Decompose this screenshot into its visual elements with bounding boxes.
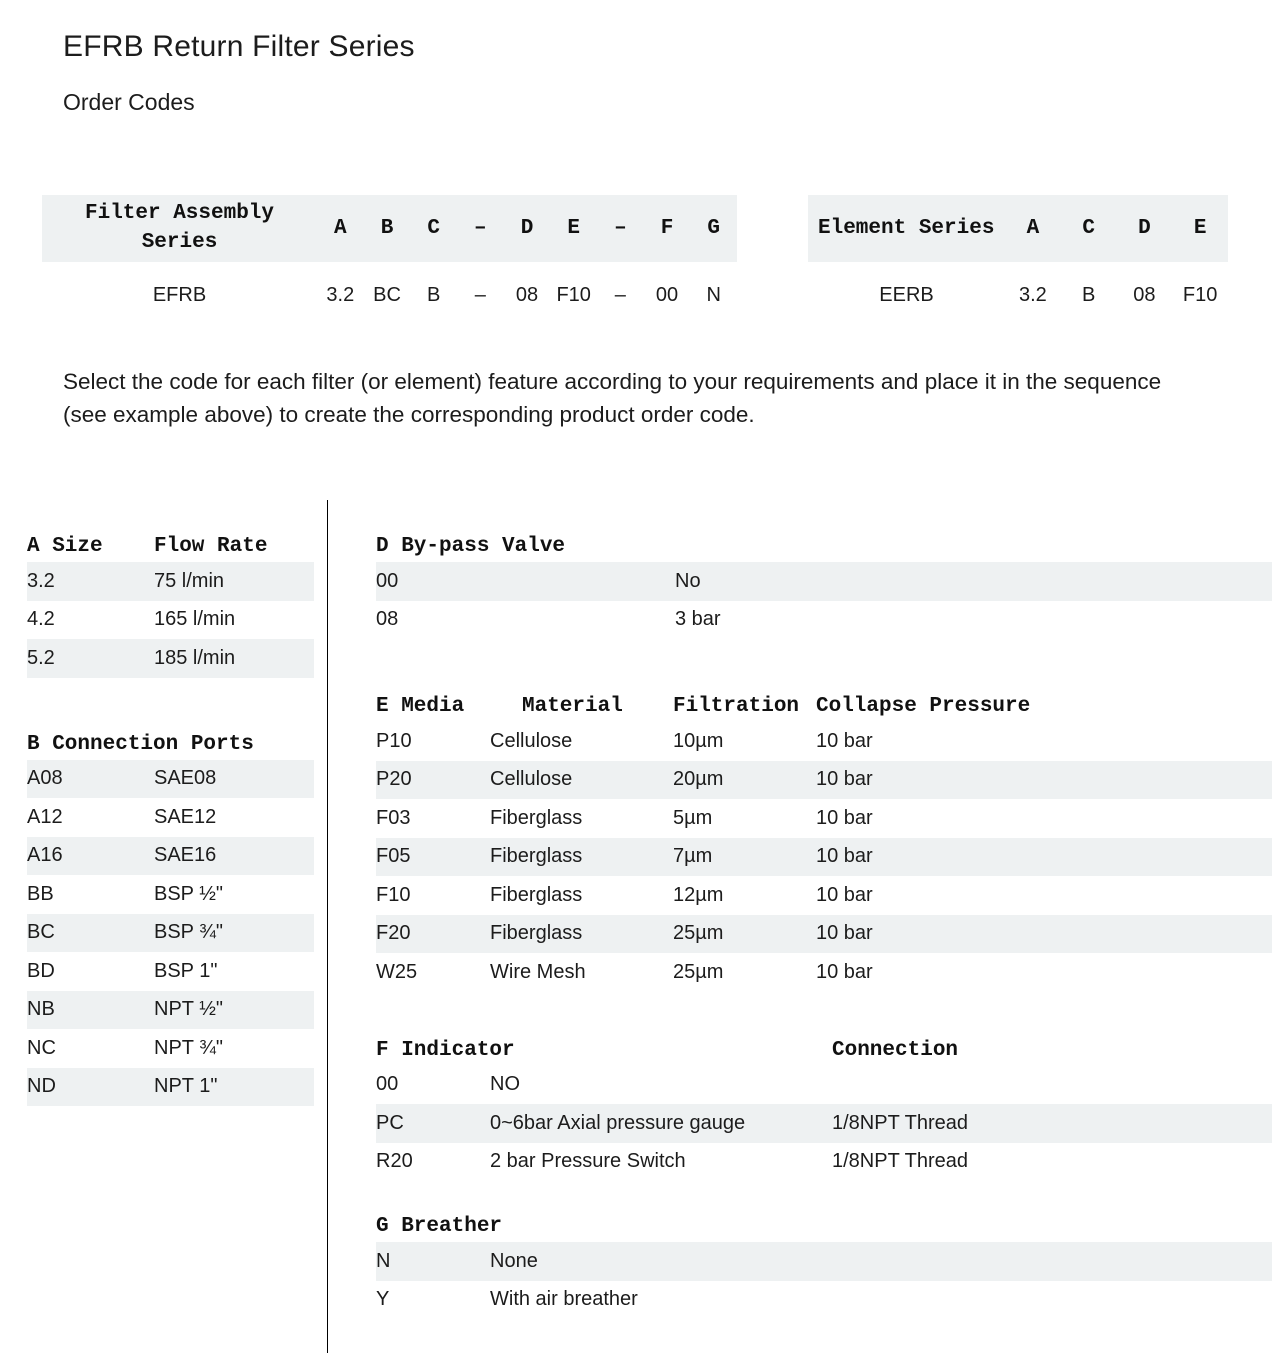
example-value: N (706, 283, 721, 306)
media-material: Fiberglass (490, 922, 583, 945)
element-header-label: Element Series (818, 217, 995, 240)
media-code: W25 (376, 960, 418, 983)
indicator-connection: 1/8NPT Thread (832, 1150, 969, 1173)
example-value: 00 (655, 283, 679, 306)
media-filtration: 25µm (673, 922, 724, 945)
size-section-header (27, 531, 314, 562)
media-section-header (376, 691, 1272, 722)
port-code: A08 (27, 767, 63, 790)
example-value: 3.2 (326, 283, 355, 306)
bypass-row (376, 562, 1272, 601)
example-separator: – (474, 283, 486, 306)
media-material: Fiberglass (490, 845, 583, 868)
breather-section-header: G Breather (376, 1215, 503, 1238)
size-code: 3.2 (27, 569, 55, 592)
media-row (376, 876, 1272, 915)
bypass-value: No (675, 569, 701, 592)
indicator-code: PC (376, 1111, 404, 1134)
port-code: A16 (27, 844, 63, 867)
size-row (27, 601, 314, 640)
media-collapse: 10 bar (816, 883, 873, 906)
port-code: NB (27, 998, 55, 1021)
bypass-code: 00 (376, 569, 399, 592)
bypass-section-header: D By-pass Valve (376, 535, 566, 558)
code-letter-f: F (660, 217, 674, 240)
breather-row (376, 1281, 1272, 1320)
port-value: SAE12 (154, 805, 217, 828)
port-value: SAE08 (154, 767, 217, 790)
media-code: F05 (376, 845, 411, 868)
flow-rate-value: 75 l/min (154, 569, 225, 592)
port-code: BC (27, 921, 55, 944)
indicator-row (376, 1104, 1272, 1143)
size-row (27, 639, 314, 678)
indicator-row (376, 1143, 1272, 1182)
port-row (27, 798, 314, 837)
port-value: BSP 1" (154, 959, 218, 982)
bypass-row (376, 601, 1272, 640)
media-material: Fiberglass (490, 806, 583, 829)
code-letter-b: B (380, 217, 394, 240)
media-collapse: 10 bar (816, 922, 873, 945)
left-column (27, 531, 314, 1106)
code-letter-g: G (707, 217, 721, 240)
port-value: SAE16 (154, 844, 217, 867)
assembly-table-header (42, 195, 737, 262)
breather-row (376, 1242, 1272, 1281)
port-code: BD (27, 959, 55, 982)
indicator-section-header (376, 1035, 1272, 1066)
media-row (376, 838, 1272, 877)
instruction-paragraph: Select the code for each filter (or element) feature according to your requirements and place it in the sequence (see example above) to create the corresponding product order code. (63, 369, 1162, 427)
flow-rate-header: Flow Rate (154, 535, 268, 558)
media-row (376, 953, 1272, 992)
port-row (27, 875, 314, 914)
port-row (27, 760, 314, 799)
port-row (27, 1068, 314, 1107)
port-row (27, 991, 314, 1030)
code-letter-a: A (334, 217, 347, 240)
flow-rate-value: 185 l/min (154, 646, 236, 669)
element-order-code-table (808, 195, 1228, 328)
port-value: NPT 1" (154, 1075, 218, 1098)
element-table-header (808, 195, 1228, 262)
example-value: F10 (1182, 283, 1218, 306)
port-value: BSP ¾" (154, 921, 223, 944)
example-value: 08 (515, 283, 539, 306)
size-row (27, 562, 314, 601)
code-letter-c: C (427, 217, 440, 240)
bypass-value: 3 bar (675, 608, 721, 631)
example-value: B (427, 283, 441, 306)
code-letter-c: C (1082, 217, 1095, 240)
indicator-code: R20 (376, 1150, 413, 1173)
element-series-name: EERB (879, 283, 934, 306)
filtration-header: Filtration (673, 695, 800, 718)
port-value: NPT ¾" (154, 1036, 223, 1059)
collapse-pressure-header: Collapse Pressure (816, 695, 1031, 718)
code-letter-d: D (520, 217, 534, 240)
media-code: F03 (376, 806, 411, 829)
breather-code: N (376, 1249, 391, 1272)
breather-value: With air breather (490, 1288, 638, 1311)
indicator-value: NO (490, 1073, 520, 1096)
code-separator: – (614, 217, 627, 240)
media-filtration: 10µm (673, 729, 724, 752)
material-header: Material (522, 695, 623, 718)
port-value: BSP ½" (154, 882, 223, 905)
port-value: NPT ½" (154, 998, 223, 1021)
right-column (376, 531, 1272, 1319)
media-collapse: 10 bar (816, 960, 873, 983)
media-row (376, 799, 1272, 838)
example-value: B (1081, 283, 1096, 306)
breather-value: None (490, 1249, 538, 1272)
size-code: 4.2 (27, 608, 55, 631)
media-filtration: 7µm (673, 845, 713, 868)
media-filtration: 20µm (673, 768, 724, 791)
media-filtration: 25µm (673, 960, 724, 983)
code-letter-a: A (1026, 217, 1040, 240)
page-title: EFRB Return Filter Series (63, 30, 415, 63)
media-code-header: E Media (376, 695, 465, 718)
media-filtration: 5µm (673, 806, 713, 829)
example-value: 08 (1133, 283, 1156, 306)
media-filtration: 12µm (673, 883, 724, 906)
assembly-series-name: EFRB (152, 283, 207, 306)
flow-rate-value: 165 l/min (154, 608, 236, 631)
example-value: 3.2 (1018, 283, 1047, 306)
code-letter-d: D (1138, 217, 1151, 240)
indicator-connection: 1/8NPT Thread (832, 1111, 969, 1134)
size-code: 5.2 (27, 646, 55, 669)
port-row (27, 952, 314, 991)
bypass-code: 08 (376, 608, 399, 631)
media-row (376, 761, 1272, 800)
media-collapse: 10 bar (816, 806, 873, 829)
media-material: Fiberglass (490, 883, 583, 906)
indicator-row (376, 1066, 1272, 1105)
code-letter-e: E (1193, 217, 1207, 240)
example-value: F10 (556, 283, 591, 306)
media-collapse: 10 bar (816, 768, 873, 791)
example-value: BC (373, 283, 401, 306)
media-material: Cellulose (490, 768, 573, 791)
assembly-order-code-table (42, 195, 737, 328)
media-material: Wire Mesh (490, 960, 586, 983)
port-code: A12 (27, 805, 63, 828)
code-separator: – (474, 217, 487, 240)
media-code: F10 (376, 883, 411, 906)
port-row (27, 1029, 314, 1068)
port-code: NC (27, 1036, 56, 1059)
assembly-example-row (42, 262, 737, 328)
element-example-row (808, 262, 1228, 328)
media-material: Cellulose (490, 729, 573, 752)
media-collapse: 10 bar (816, 845, 873, 868)
indicator-header: F Indicator (376, 1038, 515, 1062)
media-row (376, 915, 1272, 954)
page-subtitle: Order Codes (63, 89, 195, 115)
port-row (27, 837, 314, 876)
media-collapse: 10 bar (816, 729, 873, 752)
size-code-header: A Size (27, 535, 103, 558)
breather-code: Y (376, 1288, 390, 1311)
column-divider-line (327, 500, 328, 1353)
media-code: P20 (376, 768, 412, 791)
code-letter-e: E (567, 217, 580, 240)
media-code: F20 (376, 922, 411, 945)
port-row (27, 914, 314, 953)
media-code: P10 (376, 729, 412, 752)
ports-section-header: B Connection Ports (27, 732, 254, 756)
example-separator: – (614, 283, 626, 306)
connection-header: Connection (832, 1038, 959, 1062)
indicator-value: 2 bar Pressure Switch (490, 1150, 686, 1173)
port-code: ND (27, 1075, 56, 1098)
port-code: BB (27, 882, 54, 905)
indicator-value: 0~6bar Axial pressure gauge (490, 1111, 746, 1134)
media-row (376, 722, 1272, 761)
assembly-header-label: Filter Assembly Series (84, 202, 275, 254)
indicator-code: 00 (376, 1073, 399, 1096)
